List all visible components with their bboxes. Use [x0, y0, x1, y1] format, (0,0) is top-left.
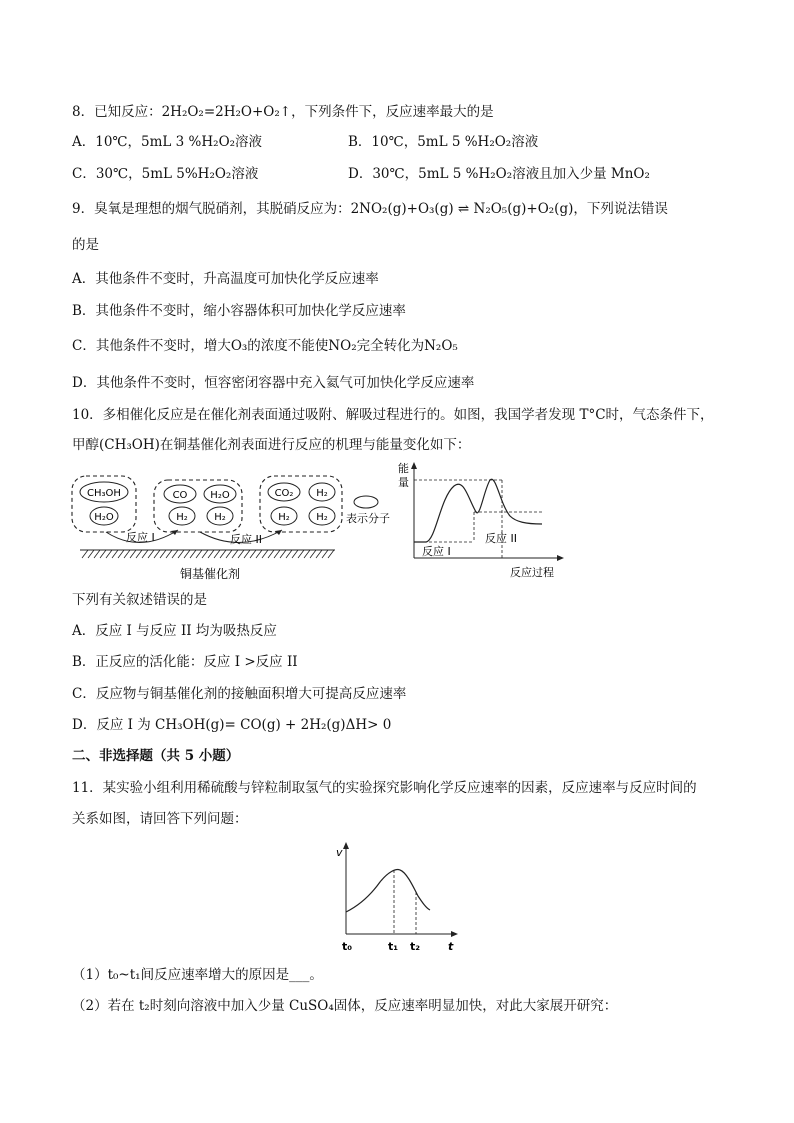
process-axis-label: 反应过程	[510, 566, 554, 579]
q11-rate-graph	[330, 838, 470, 958]
molecule-h2-b-label: H₂	[214, 512, 226, 523]
q8-option-a: A．10℃，5mL 3 %H₂O₂溶液	[72, 134, 263, 150]
legend-label: 表示分子	[346, 512, 390, 525]
molecule-h2-e-label: H₂	[316, 512, 328, 523]
molecule-h2-c-label: H₂	[316, 488, 328, 499]
energy-axis-arrow-icon	[411, 462, 417, 469]
q9-stem: 9．臭氧是理想的烟气脱硝剂，其脱硝反应为：2NO₂(g)+O₃(g) ⇌ N₂O₅(g)+O₂(g)，下列说法错误	[72, 201, 668, 217]
q9-option-b: B．其他条件不变时，缩小容器体积可加快化学反应速率	[72, 303, 406, 319]
adsorption-group-2	[154, 480, 242, 532]
t1-label: t₁	[388, 940, 399, 953]
rate-curve	[346, 870, 430, 913]
molecule-h2o-2-label: H₂O	[210, 490, 230, 501]
q10-option-a: A．反应 I 与反应 II 均为吸热反应	[72, 623, 277, 639]
t-axis-arrow-icon	[451, 931, 458, 937]
q9-option-d: D．其他条件不变时，恒容密闭容器中充入氦气可加快化学反应速率	[72, 375, 475, 391]
molecule-co2-label: CO₂	[274, 488, 294, 499]
q10-mechanism-figure	[70, 470, 410, 585]
energy-axis-label-1: 能	[398, 462, 409, 475]
q9-option-a: A．其他条件不变时，升高温度可加快化学反应速率	[72, 271, 379, 287]
molecule-co-label: CO	[172, 490, 188, 501]
energy-axis-label-2: 量	[398, 476, 409, 489]
molecule-h2o-label: H₂O	[94, 512, 114, 523]
t-axis-label: t	[448, 940, 454, 953]
q11-sub1: （1）t₀~t₁间反应速率增大的原因是___。	[72, 967, 323, 983]
q10-option-d: D．反应 I 为 CH₃OH(g)= CO(g) + 2H₂(g)ΔH> 0	[72, 717, 392, 733]
section-heading: 二、非选择题（共 5 小题）	[72, 748, 240, 764]
process-axis-arrow-icon	[557, 555, 564, 561]
v-axis-arrow-icon	[343, 842, 349, 849]
segment-reaction-1-label: 反应 I	[422, 545, 451, 558]
energy-curve	[414, 479, 542, 542]
q10-stem-continued: 甲醇(CH₃OH)在铜基催化剂表面进行反应的机理与能量变化如下：	[72, 437, 471, 453]
q11-stem-continued: 关系如图，请回答下列问题：	[72, 811, 248, 827]
q11-sub2: （2）若在 t₂时刻向溶液中加入少量 CuSO₄固体，反应速率明显加快，对此大家展开研究：	[72, 998, 618, 1014]
q10-option-b: B．正反应的活化能：反应 I >反应 II	[72, 654, 298, 670]
q9-option-c: C．其他条件不变时，增大O₃的浓度不能使NO₂完全转化为N₂O₅	[72, 338, 458, 354]
q8-option-c: C．30℃，5mL 5%H₂O₂溶液	[72, 166, 259, 182]
q9-stem-continued: 的是	[72, 237, 99, 253]
q8-option-d: D．30℃，5mL 5 %H₂O₂溶液且加入少量 MnO₂	[348, 166, 650, 182]
molecule-h2-label: H₂	[176, 512, 188, 523]
q11-stem: 11．某实验小组利用稀硫酸与锌粒制取氢气的实验探究影响化学反应速率的因素，反应速率与反应时间的	[72, 780, 697, 796]
arrow-reaction-2-label: 反应 II	[230, 533, 262, 546]
adsorption-group-1	[72, 476, 136, 532]
molecule-h2-d-label: H₂	[278, 512, 290, 523]
t2-label: t₂	[410, 940, 421, 953]
q8-stem: 8．已知反应：2H₂O₂=2H₂O+O₂↑，下列条件下，反应速率最大的是	[72, 104, 494, 120]
v-axis-label: v	[336, 846, 343, 859]
catalyst-hatching	[82, 550, 334, 558]
arrow-reaction-1-label: 反应 I	[126, 531, 155, 544]
q10-lead: 下列有关叙述错误的是	[72, 592, 207, 608]
segment-reaction-2-label: 反应 II	[485, 532, 517, 545]
legend-molecule-icon	[354, 496, 378, 508]
molecule-ch3oh-label: CH₃OH	[87, 488, 121, 499]
q10-energy-diagram	[392, 458, 572, 583]
catalyst-label: 铜基催化剂	[179, 567, 241, 581]
q8-option-b: B．10℃，5mL 5 %H₂O₂溶液	[348, 134, 539, 150]
q10-option-c: C．反应物与铜基催化剂的接触面积增大可提高反应速率	[72, 686, 407, 702]
q10-stem: 10．多相催化反应是在催化剂表面通过吸附、解吸过程进行的。如图，我国学者发现 T°C时，气态条件下，	[72, 407, 714, 423]
t0-label: t₀	[342, 940, 353, 953]
